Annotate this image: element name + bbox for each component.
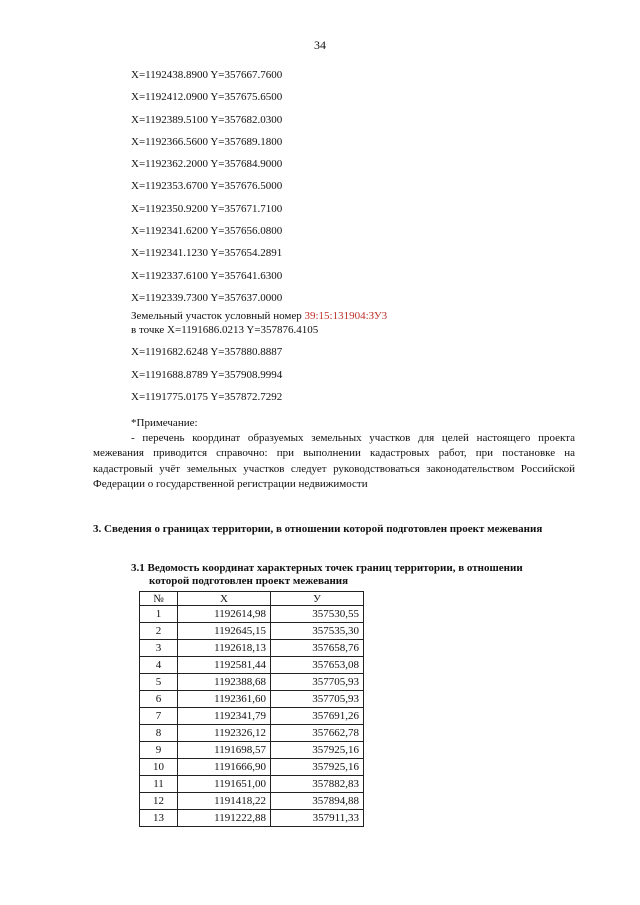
cell-x: 1191698,57 (178, 742, 271, 759)
coord-line: X=1192341.6200 Y=357656.0800 (131, 225, 283, 238)
cell-x: 1192341,79 (178, 708, 271, 725)
coord-line: X=1192412.0900 Y=357675.6500 (131, 91, 283, 104)
cell-y: 357530,55 (271, 606, 364, 623)
cell-number: 4 (140, 657, 178, 674)
coord-line: X=1192337.6100 Y=357641.6300 (131, 269, 283, 282)
coord-line: X=1191682.6248 Y=357880.8887 (131, 346, 283, 359)
cell-y: 357705,93 (271, 691, 364, 708)
coord-line: X=1192362.2000 Y=357684.9000 (131, 158, 283, 171)
cell-number: 5 (140, 674, 178, 691)
cell-number: 3 (140, 640, 178, 657)
coord-line: X=1191775.0175 Y=357872.7292 (131, 390, 283, 403)
cell-x: 1192326,12 (178, 725, 271, 742)
cell-number: 2 (140, 623, 178, 640)
table-row (140, 810, 364, 827)
table-row (140, 742, 364, 759)
section-3-1-title (131, 562, 581, 587)
cell-number: 7 (140, 708, 178, 725)
table-row (140, 623, 364, 640)
cell-x: 1192581,44 (178, 657, 271, 674)
plot-start-point: в точке X=1191686.0213 Y=357876.4105 (131, 323, 319, 336)
coord-line: X=1192341.1230 Y=357654.2891 (131, 247, 283, 260)
cell-number: 13 (140, 810, 178, 827)
cell-x: 1192361,60 (178, 691, 271, 708)
header-x: Х (178, 592, 271, 606)
cell-y: 357882,83 (271, 776, 364, 793)
coord-line: X=1192366.5600 Y=357689.1800 (131, 135, 283, 148)
cell-x: 1191651,00 (178, 776, 271, 793)
header-y: У (271, 592, 364, 606)
coord-line: X=1192438.8900 Y=357667.7600 (131, 69, 283, 81)
table-row (140, 708, 364, 725)
table-row (140, 759, 364, 776)
cell-y: 357653,08 (271, 657, 364, 674)
cell-number: 6 (140, 691, 178, 708)
cell-number: 11 (140, 776, 178, 793)
plot-cadastral-number: 39:15:131904:ЗУ3 (304, 310, 388, 323)
table-row (140, 776, 364, 793)
coord-line: X=1192353.6700 Y=357676.5000 (131, 180, 283, 193)
table-row (140, 725, 364, 742)
note (93, 416, 575, 492)
page-number: 34 (314, 38, 326, 52)
cell-x: 1191666,90 (178, 759, 271, 776)
coord-line: X=1192389.5100 Y=357682.0300 (131, 113, 283, 126)
coord-line: X=1192350.9200 Y=357671.7100 (131, 202, 283, 215)
cell-x: 1191418,22 (178, 793, 271, 810)
header-number: № (140, 592, 178, 606)
cell-x: 1192618,13 (178, 640, 271, 657)
cell-y: 357894,88 (271, 793, 364, 810)
plot-label-line (131, 310, 571, 324)
table-row (140, 674, 364, 691)
cell-number: 12 (140, 793, 178, 810)
cell-x: 1192614,98 (178, 606, 271, 623)
cell-number: 8 (140, 725, 178, 742)
plot-heading (131, 310, 571, 337)
cell-number: 1 (140, 606, 178, 623)
coordinates-table (139, 591, 364, 827)
table-row (140, 793, 364, 810)
table-row (140, 640, 364, 657)
coord-line: X=1191688.8789 Y=357908.9994 (131, 368, 283, 381)
cell-y: 357925,16 (271, 742, 364, 759)
section-3-1-title-line1: 3.1 Ведомость координат характерных точек границ территории, в отношении (131, 562, 523, 574)
cell-y: 357662,78 (271, 725, 364, 742)
cell-y: 357658,76 (271, 640, 364, 657)
table-row (140, 606, 364, 623)
table-row (140, 691, 364, 708)
section-3-title: 3. Сведения о границах территории, в отношении которой подготовлен проект межевания (93, 523, 543, 535)
coordinate-list (131, 69, 571, 413)
cell-y: 357535,30 (271, 623, 364, 640)
cell-number: 10 (140, 759, 178, 776)
note-title: *Примечание: (131, 417, 198, 429)
cell-y: 357691,26 (271, 708, 364, 725)
cell-x: 1191222,88 (178, 810, 271, 827)
note-text: - перечень координат образуемых земельных участков для целей настоящего проекта межевания приводится справочно: при выполнении кадастровых работ, при постановке на кадастровый учёт земельных участков следует руководствоваться законодательством Российской Федерации о государственной регистрации недвижимости (93, 432, 575, 490)
coord-line: X=1192339.7300 Y=357637.0000 (131, 291, 283, 304)
cell-y: 357911,33 (271, 810, 364, 827)
cell-y: 357925,16 (271, 759, 364, 776)
table-row (140, 657, 364, 674)
cell-y: 357705,93 (271, 674, 364, 691)
cell-x: 1192645,15 (178, 623, 271, 640)
cell-x: 1192388,68 (178, 674, 271, 691)
section-3-1-title-line2: которой подготовлен проект межевания (149, 574, 349, 587)
cell-number: 9 (140, 742, 178, 759)
plot-label: Земельный участок условный номер (131, 310, 305, 323)
table-header-row (140, 592, 364, 606)
